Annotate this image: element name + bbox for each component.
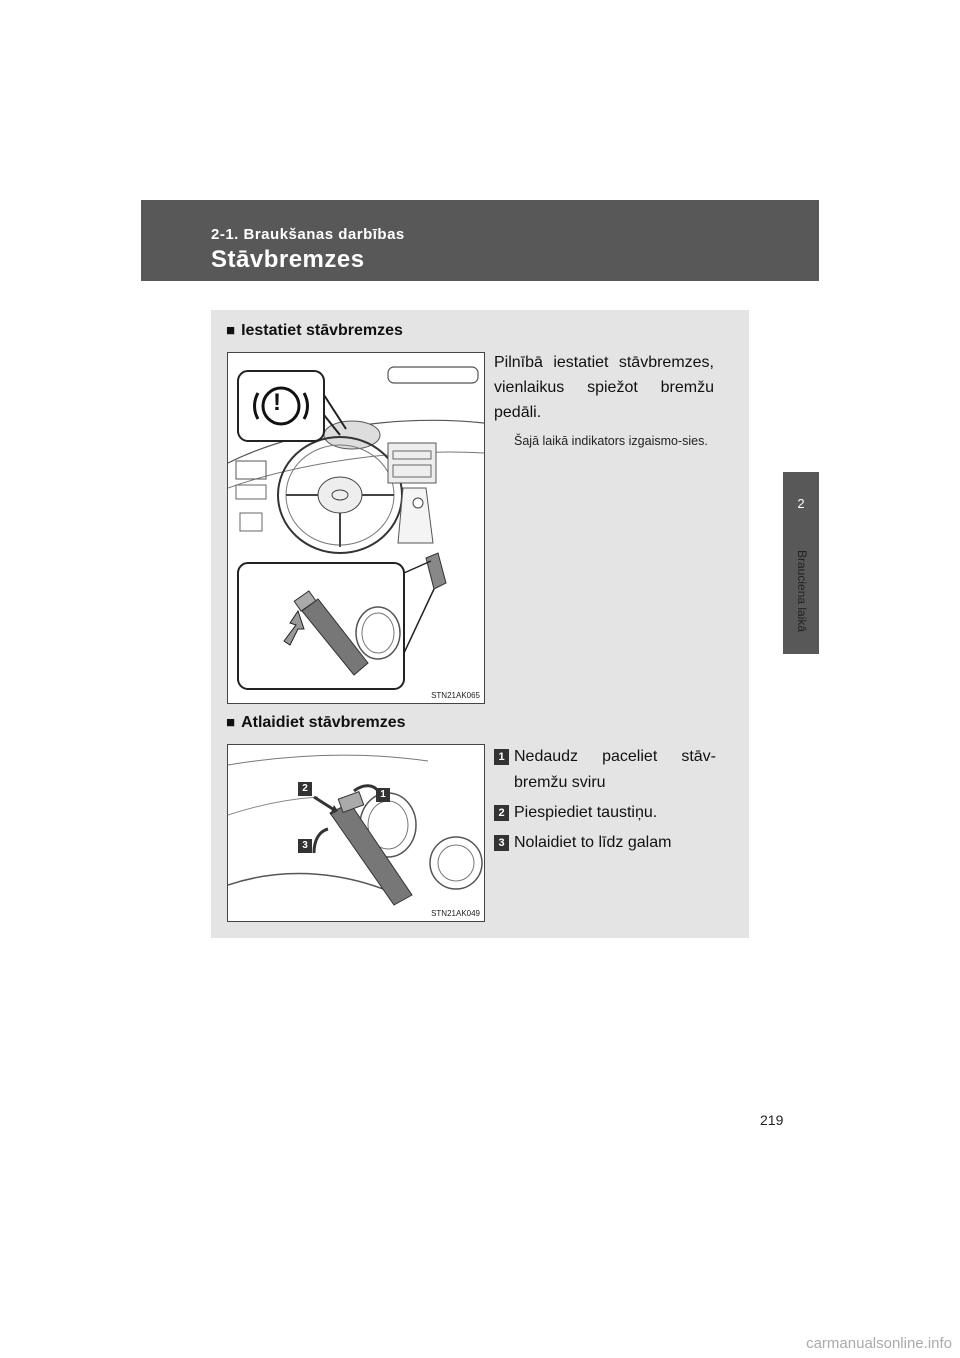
bullet-icon: ■ [226, 322, 236, 339]
dashboard-illustration [228, 353, 484, 703]
set-note: Šajā laikā indikators izgaismo-sies. [514, 434, 708, 448]
step-item [494, 800, 716, 826]
set-heading [226, 322, 403, 340]
callout-1: 1 [376, 788, 390, 802]
watermark[interactable]: carmanualsonline.info [806, 1335, 952, 1352]
page-title: Stāvbremzes [211, 246, 365, 273]
set-figure [227, 352, 485, 704]
step-item [494, 744, 716, 796]
figure-code: STN21AK065 [431, 691, 480, 700]
step-text: Nedaudz paceliet stāv-bremžu sviru [514, 748, 716, 791]
set-instruction: Pilnībā iestatiet stāvbremzes, vienlaikus spiežot bremžu pedāli. [494, 354, 714, 421]
callout-2: 2 [298, 782, 312, 796]
release-figure [227, 744, 485, 922]
step-number: 1 [494, 749, 509, 765]
step-number: 2 [494, 805, 509, 821]
step-text: Nolaidiet to līdz galam [514, 834, 672, 851]
bullet-icon: ■ [226, 714, 236, 731]
section-label: 2-1. Braukšanas darbības [211, 226, 405, 243]
figure-code: STN21AK049 [431, 909, 480, 918]
release-heading [226, 714, 406, 732]
indicator-symbol: ! [273, 389, 281, 416]
step-item [494, 830, 716, 856]
callout-3: 3 [298, 839, 312, 853]
chapter-number: 2 [797, 496, 805, 511]
lever-illustration [228, 745, 484, 921]
chapter-label: Brauciena laikā [795, 550, 809, 633]
release-heading-text: Atlaidiet stāvbremzes [241, 714, 406, 731]
set-heading-text: Iestatiet stāvbremzes [241, 322, 403, 339]
page-number: 219 [760, 1112, 784, 1128]
chapter-label-wrap [783, 540, 819, 660]
step-number: 3 [494, 835, 509, 851]
release-steps [494, 744, 716, 860]
page-header [141, 200, 819, 281]
step-text: Piespiediet taustiņu. [514, 804, 658, 821]
